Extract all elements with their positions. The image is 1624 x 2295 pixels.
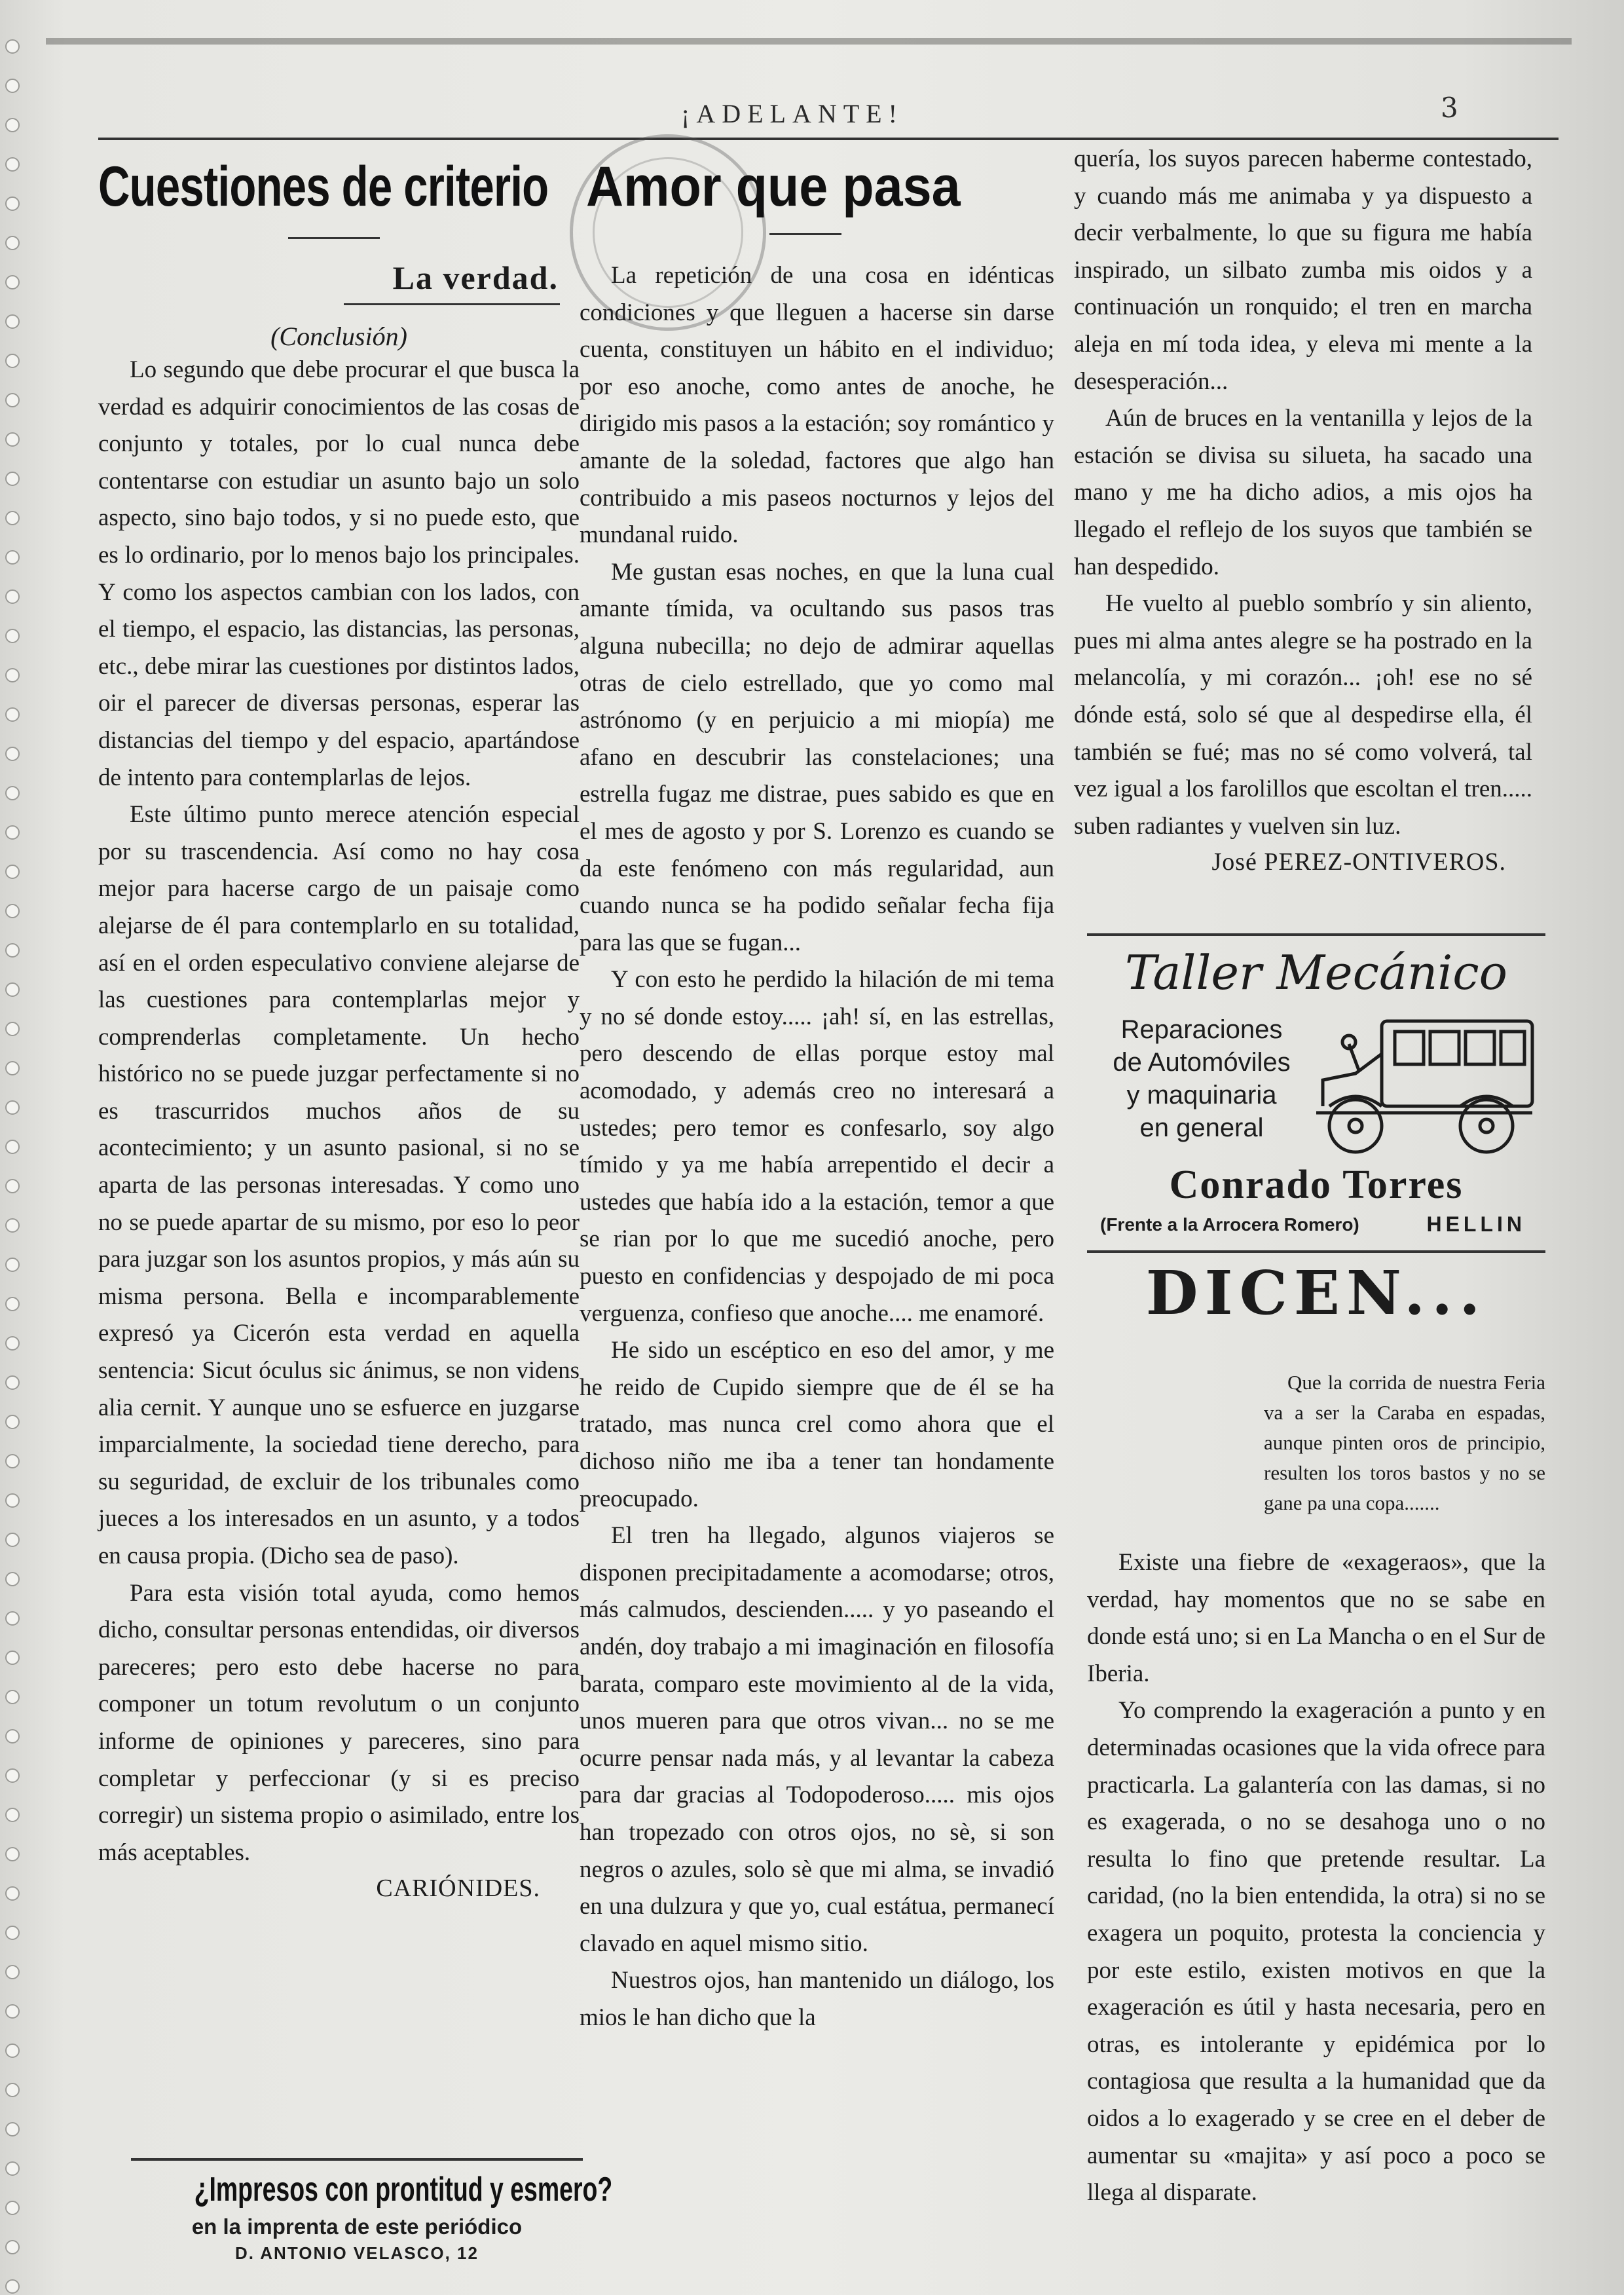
ad-taller-line4: en general — [1139, 1113, 1264, 1142]
masthead-title: ¡ADELANTE! — [681, 99, 904, 128]
paragraph: He vuelto al pueblo sombrío y sin aliento, pues mi alma antes alegre se ha postrado en la melancolía, y mi corazón... ¡oh! ese no sé dónde está, solo sé que al despedirse ella, él también se fué; mas no sé como volverá, tal vez igual a los farolillos que escoltan el tren..... suben radiantes y vuelven sin luz. — [1074, 590, 1532, 840]
column-2 — [580, 151, 1054, 2037]
paragraph: quería, los suyos parecen haberme contestado, y cuando más me animaba y ya dispuesto a decir verbalmente, lo que su figura me había inspirado, un silbato zumba mis oidos y a continuación un ronquido; el tren en marcha aleja en mí toda idea, y eleva mi mente a la desesperación... — [1074, 145, 1532, 395]
title-rule — [769, 233, 841, 235]
paragraph: Nuestros ojos, han mantenido un diálogo, los mios le han dicho que la — [580, 1967, 1054, 2031]
signature-carionides: CARIÓNIDES. — [376, 1875, 540, 1903]
ad-taller-title: Taller Mecánico — [1125, 945, 1507, 1000]
paragraph: La repetición de una cosa en idénticas condiciones y que lleguen a hacerse sin darse cuenta, constituyen un hábito en el individuo; por eso anoche, como antes de anoche, he dirigido mis pasos a la estación; soy romántico y amante de la soledad, factores que algo han contribuido a mis paseos nocturnos y lejos del mundanal ruido. — [580, 262, 1054, 549]
automobile-icon — [1310, 1008, 1539, 1159]
ad-taller-line1: Reparaciones — [1120, 1015, 1283, 1044]
column-3 — [1074, 141, 1532, 876]
paragraph: Existe una fiebre de «exageraos», que la verdad, hay momentos que no se sabe en donde está uno; si en La Mancha o en el Sur de Iberia. — [1087, 1549, 1545, 1687]
ad-taller-owner: Conrado Torres — [1169, 1163, 1464, 1207]
ad-imprenta-line2: en la imprenta de este periódico — [191, 2214, 523, 2239]
column-1 — [98, 151, 580, 1903]
article-title-cuestiones: Cuestiones de criterio — [98, 155, 549, 218]
ad-taller-town: HELLIN — [1426, 1212, 1526, 1236]
ad-imprenta — [131, 2158, 613, 2264]
paragraph: Aún de bruces en la ventanilla y lejos de la estación se divisa su silueta, ha sacado una mano y me ha dicho adios, a mis ojos ha llegado el reflejo de los suyos que también se han despedido. — [1074, 405, 1532, 580]
paragraph: Y con esto he perdido la hilación de mi tema y no sé donde estoy..... ¡ah! sí, en las estrellas, pero descendo de ellas porque estoy mal acomodado, y además creo no interesará a ustedes; pero temor es confesarlo, soy algo tímido y ya me había arrepentido el decir a ustedes que había ido a la estación, temor a que se rian por lo que me sucedió anoche, pero puesto en confidencias y despojado de mi poca verguenza, confieso que anoche.... me enamoré. — [580, 966, 1054, 1327]
subtitle-rule — [344, 303, 560, 305]
binding-holes — [5, 39, 21, 2279]
paragraph: Lo segundo que debe procurar el que busca la verdad es adquirir conocimientos de las cosas de conjunto y totales, por lo cual nunca debe contentarse con estudiar un asunto bajo un solo aspecto, sino bajo todos, y si no puede esto, que es lo ordinario, por lo menos bajo los principales. Y como los aspectos cambian con los lados, con el tiempo, el espacio, las distancias, las personas, etc., debe mirar las cuestiones por distintos lados, oir el parecer de diversas personas, esperar las distancias del tiempo y del espacio, apartándose de intento para contemplarlas de lejos. — [98, 356, 580, 791]
paragraph: Este último punto merece atención especial por su trascendencia. Así como no hay cosa mejor para hacerse cargo de un paisaje como alejarse de él para contemplarlo en su totalidad, así en el orden especulativo conviene alejarse de las cuestiones para contemplarlas mejor y comprenderlas completamente. Un hecho histórico no se puede juzgar perfectamente si no es trascurridos muchos años de su acontecimiento; y un asunto pasional, si no se aparta de las personas interesadas. Y como uno no se puede apartar de su mismo, por eso lo peor para juzgar son los asuntos propios, y más aún su misma persona. Bella e incomparablemente expresó ya Cicerón esta verdad en aquella sentencia: Sicut óculus sic ánimus, se non videns alia cernit. Y aunque uno se esfuerce en juzgarse imparcialmente, la sociedad tiene derecho, para su seguridad, de excluir de los tribunales como jueces a los interesados en un asunto, y a todos en causa propia. (Dicho sea de paso). — [98, 801, 580, 1569]
dicen-title: DICEN... — [1145, 1258, 1487, 1328]
paragraph: Yo comprendo la exageración a punto y en determinadas ocasiones que la vida ofrece para practicarla. La galantería con las damas, si no es exagerada, o no se desahoga uno o no resulta lo fino que pretende resultar. La caridad, (no la bien entendida, la otra) si no se exagera un poquito, protesta la conciencia y por este estilo, existen motivos en que la exageración es útil y hasta necesaria, pero en otras, es intolerante y epidémica por lo contagiosa que resulta a la humanidad que da oidos a lo exagerado y se cree en el deber de aumentar su «majita» y así poco a poco se llega al disparate. — [1087, 1697, 1545, 2207]
ad-taller-line2: de Automóviles — [1113, 1048, 1291, 1077]
conclusion-label: (Conclusión) — [270, 322, 407, 351]
signature-perez-ontiveros: José PEREZ-ONTIVEROS. — [1211, 848, 1506, 876]
paragraph: Para esta visión total ayuda, como hemos dicho, consultar personas entendidas, oir diversos pareceres; pero esto debe hacerse no para componer un totum revolutum o un conjunto informe de opiniones y pareceres, sino para completar y perfeccionar (y si es preciso corregir) un sistema propio o asimilado, entre los más aceptables. — [98, 1579, 580, 1866]
ad-taller-line3: y maquinaria — [1126, 1081, 1277, 1110]
page-number: 3 — [1441, 92, 1458, 124]
ad-taller-address: (Frente a la Arrocera Romero) — [1100, 1214, 1359, 1235]
top-edge-shadow — [46, 38, 1572, 45]
paragraph: Me gustan esas noches, en que la luna cual amante tímida, va ocultando sus pasos tras alguna nubecilla; no dejo de admirar aquellas otras de cielo estrellado, que yo como mal astrónomo (y en perjuicio a mi miopía) me afano en descubrir las constelaciones; una estrella fugaz me distrae, pues sabido es que en el mes de agosto y por S. Lorenzo es cuando se da este fenómeno con más regularidad, aun cuando nunca se ha podido señalar fecha fija para las que se fugan... — [580, 558, 1054, 956]
epigraph-text: Que la corrida de nuestra Feria va a ser la Caraba en espadas, aunque pinten oros de principio, resulten los toros bastos y no se gane pa una copa....... — [1264, 1371, 1545, 1514]
ad-imprenta-address: D. ANTONIO VELASCO, 12 — [235, 2243, 479, 2263]
article-title-amor: Amor que pasa — [586, 155, 961, 218]
ad-taller-services — [1094, 1013, 1310, 1144]
title-rule — [288, 237, 380, 239]
paragraph: El tren ha llegado, algunos viajeros se disponen precipitadamente a acomodarse; otros, más calmudos, descienden..... y yo paseando el andén, doy trabajo a mi imaginación en filosofía barata, comparo este movimiento al de la vida, unos mueren para que otros vivan... no se me ocurre pensar nada más, y al levantar la cabeza para dar gracias al Todopoderoso..... mis ojos han tropezado con otros ojos, no sè, si son negros o azules, solo sè que mi alma, se invadió en una dulzura y que yo, cual estátua, permanecí clavado en aquel mismo sitio. — [580, 1522, 1054, 1957]
column-dicen — [1087, 1258, 1545, 2212]
ad-rule — [131, 2158, 583, 2161]
header-rule — [98, 138, 1559, 140]
dicen-epigraph — [1264, 1368, 1545, 1518]
ad-taller-mecanico — [1087, 933, 1545, 1253]
article-subtitle: La verdad. — [392, 259, 559, 296]
paragraph: He sido un escéptico en eso del amor, y me he reido de Cupido siempre que de él se ha tratado, mas nunca crel como ahora que el dichoso niño me iba a tener tan hondamente preocupado. — [580, 1337, 1054, 1512]
ad-imprenta-headline: ¿Impresos con prontitud y esmero? — [194, 2171, 613, 2209]
